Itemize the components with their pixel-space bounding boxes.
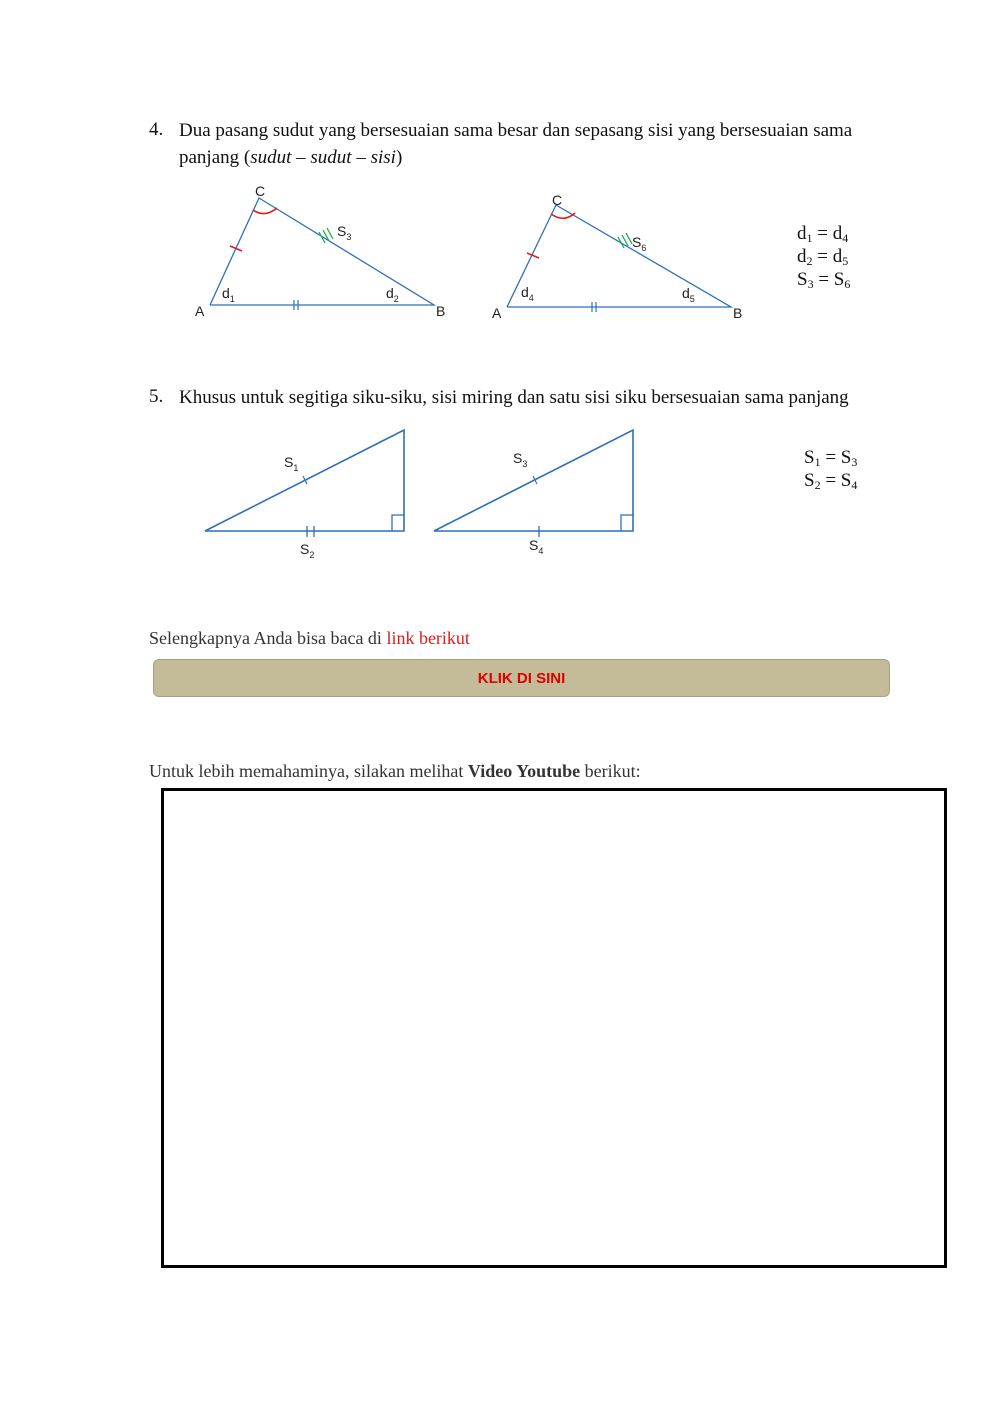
equation-row: $d_1 = d_4$ [797,223,849,245]
item-5-equations [804,446,857,492]
item-4-line1: Dua pasang sudut yang bersesuaian sama besar dan sepasang sisi yang bersesuaian sama [179,120,853,141]
triangle-2-sides [507,205,731,307]
item-5-text: Khusus untuk segitiga siku-siku, sisi miring dan satu sisi siku bersesuaian sama panjang [179,387,849,408]
triangle-2-angle-a-label: $d_4$ [521,284,534,303]
right-triangle-2-hyp-label: $S_3$ [513,450,528,469]
video-caption-bold: Video Youtube [467,761,581,781]
equation-row: $S_1 = S_3$ [804,447,858,469]
video-caption-suffix: berikut: [580,761,641,781]
right-triangle-1-hyp-label: $S_1$ [284,454,299,473]
triangle-1-angle-a-label: $d_1$ [222,285,235,304]
item-4-line2: panjang (sudut – sudut – sisi) [179,147,403,168]
youtube-video-embed[interactable] [161,788,947,1268]
triangle-1-vertex-c: C [255,183,266,199]
right-triangle-figure-2 [429,425,644,565]
more-info-link[interactable]: link berikut [386,628,470,648]
triangle-1-sides [210,198,434,305]
triangle-figure-1 [185,178,460,323]
item-4-number: 4. [149,119,164,140]
right-triangle-2-sides [434,430,633,531]
triangle-2-vertex-a: A [492,305,502,321]
item-4-equations [797,222,850,291]
triangle-2-angle-b-label: $d_5$ [682,285,695,304]
right-triangle-2-right-angle [621,515,633,531]
klik-di-sini-button[interactable]: KLIK DI SINI [153,659,890,697]
triangle-1-cb-triple-tick [319,228,333,243]
triangle-2-vertex-b: B [733,305,743,321]
item-4-text [179,117,899,171]
right-triangle-1-right-angle [392,515,404,531]
right-triangle-1-sides [205,430,404,531]
equation-row: $S_3 = S_6$ [797,269,851,291]
video-caption-prefix: Untuk lebih memahaminya, silakan melihat [149,761,468,781]
triangle-figure-2 [482,178,757,323]
triangle-1-angle-b-label: $d_2$ [386,285,399,304]
right-triangle-figure-1 [200,425,415,565]
triangle-1-angle-c-arc [253,208,277,214]
triangle-1-vertex-b: B [436,303,446,319]
video-caption [149,761,641,782]
triangle-2-vertex-c: C [552,192,563,208]
more-info-prefix: Selengkapnya Anda bisa baca di [149,628,387,648]
right-triangle-1-base-label: $S_2$ [300,541,315,560]
triangle-1-side-label: $S_3$ [337,223,352,242]
equation-row: $d_2 = d_5$ [797,246,849,268]
more-info-text [149,628,470,649]
triangle-1-vertex-a: A [195,303,205,319]
equation-row: $S_2 = S_4$ [804,470,858,492]
right-triangle-2-base-label: $S_4$ [529,537,544,556]
item-5-number: 5. [149,386,164,407]
triangle-2-side-label: $S_6$ [632,234,647,253]
